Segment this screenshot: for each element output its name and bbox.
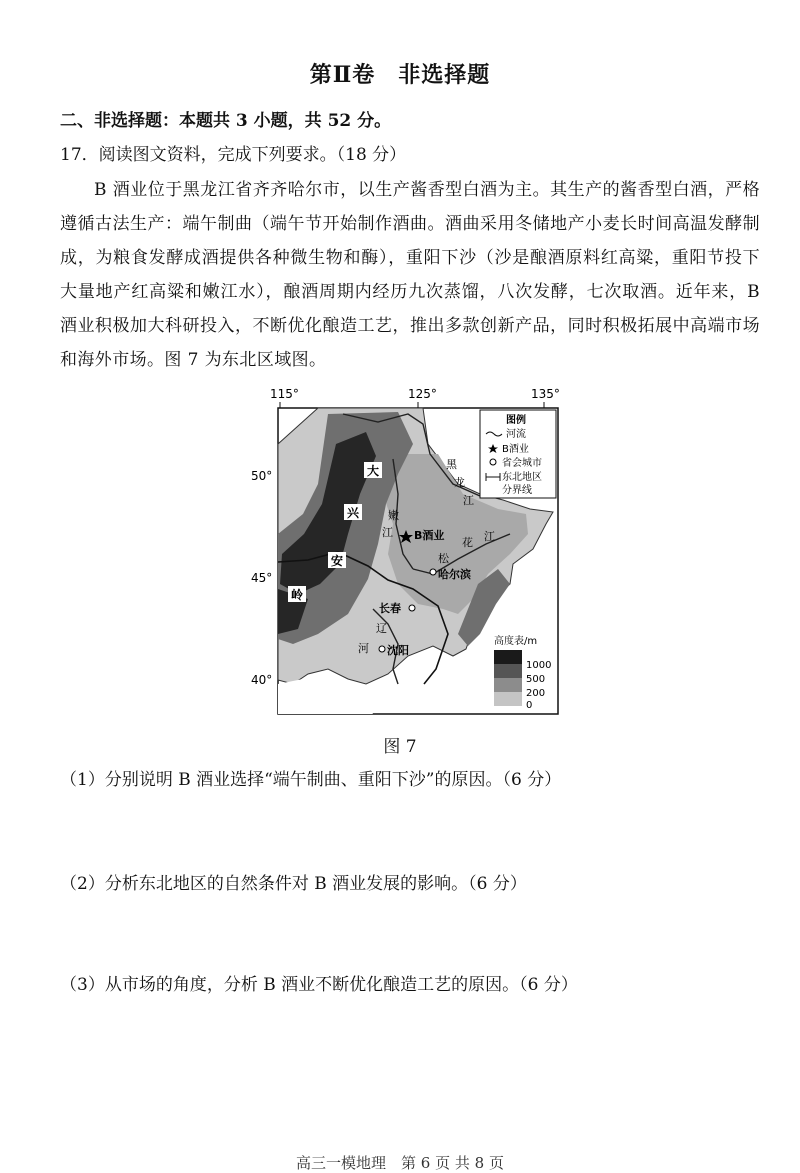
lat-label: 45°: [251, 571, 273, 585]
svg-text:1000: 1000: [526, 660, 552, 671]
svg-text:高度表/m: 高度表/m: [494, 636, 538, 647]
section-title: 第Ⅱ卷 非选择题: [309, 62, 491, 88]
svg-text:哈尔滨: 哈尔滨: [438, 568, 471, 581]
question-17-heading: 17．阅读图文资料，完成下列要求。（18 分）: [60, 145, 407, 165]
svg-text:河: 河: [358, 642, 369, 655]
svg-text:黑: 黑: [446, 458, 457, 471]
longitude-labels: [270, 387, 560, 408]
svg-text:河流: 河流: [506, 429, 526, 440]
svg-text:花: 花: [462, 536, 473, 549]
lat-label: 50°: [251, 469, 273, 483]
svg-text:图例: 图例: [506, 415, 526, 426]
sub-question-3: （3）从市场的角度，分析 B 酒业不断优化酿造工艺的原因。（6 分）: [60, 975, 578, 995]
sub-question-1: （1）分别说明 B 酒业选择“端午制曲、重阳下沙”的原因。（6 分）: [60, 770, 562, 790]
northeast-china-map: [248, 384, 568, 724]
svg-text:省会城市: 省会城市: [502, 458, 542, 469]
svg-text:岭: 岭: [291, 588, 304, 602]
svg-text:龙: 龙: [454, 476, 465, 489]
svg-text:兴: 兴: [347, 506, 360, 520]
map-legend: [480, 410, 556, 498]
svg-text:0: 0: [526, 700, 533, 711]
svg-text:大: 大: [367, 464, 380, 478]
lon-label: 135°: [531, 387, 560, 401]
lon-label: 115°: [270, 387, 299, 401]
svg-text:江: 江: [382, 526, 393, 539]
latitude-labels: [251, 469, 272, 687]
svg-text:江: 江: [463, 494, 474, 507]
question-17-passage: B 酒业位于黑龙江省齐齐哈尔市，以生产酱香型白酒为主。其生产的酱香型白酒，严格遵循古法生产：端午制曲（端午节开始制作酒曲。酒曲采用冬储地产小麦长时间高温发酵制成，为粮食发酵成酒提供各种微生物和酶），重阳下沙（沙是酿酒原料红高粱，重阳节投下大量地产红高粱和嫩江水），酿酒周期内经历九次蒸馏，八次发酵，七次取酒。近年来，B 酒业积极加大科研投入，不断优化酿造工艺，推出多款创新产品，同时积极拓展中高端市场和海外市场。图 7 为东北区域图。: [60, 180, 760, 370]
svg-text:B酒业: B酒业: [414, 529, 445, 542]
svg-text:500: 500: [526, 674, 546, 685]
page-footer: 高三一模地理 第 6 页 共 8 页: [296, 1154, 504, 1172]
svg-text:松: 松: [438, 552, 449, 565]
figure-caption: 图 7: [383, 737, 417, 757]
svg-text:辽: 辽: [376, 622, 387, 635]
svg-text:东北地区: 东北地区: [502, 472, 542, 483]
svg-text:江: 江: [484, 530, 495, 543]
svg-text:安: 安: [331, 554, 344, 568]
svg-text:分界线: 分界线: [502, 485, 532, 496]
svg-text:B酒业: B酒业: [502, 444, 529, 455]
svg-text:200: 200: [526, 688, 546, 699]
capital-legend-icon: [490, 459, 496, 465]
lon-label: 125°: [408, 387, 437, 401]
sub-question-2: （2）分析东北地区的自然条件对 B 酒业发展的影响。（6 分）: [60, 874, 527, 894]
svg-text:长春: 长春: [379, 602, 401, 615]
svg-text:沈阳: 沈阳: [387, 644, 409, 657]
section-heading: 二、非选择题：本题共 3 小题，共 52 分。: [60, 111, 392, 131]
svg-text:嫩: 嫩: [388, 509, 399, 522]
lat-label: 40°: [251, 673, 273, 687]
